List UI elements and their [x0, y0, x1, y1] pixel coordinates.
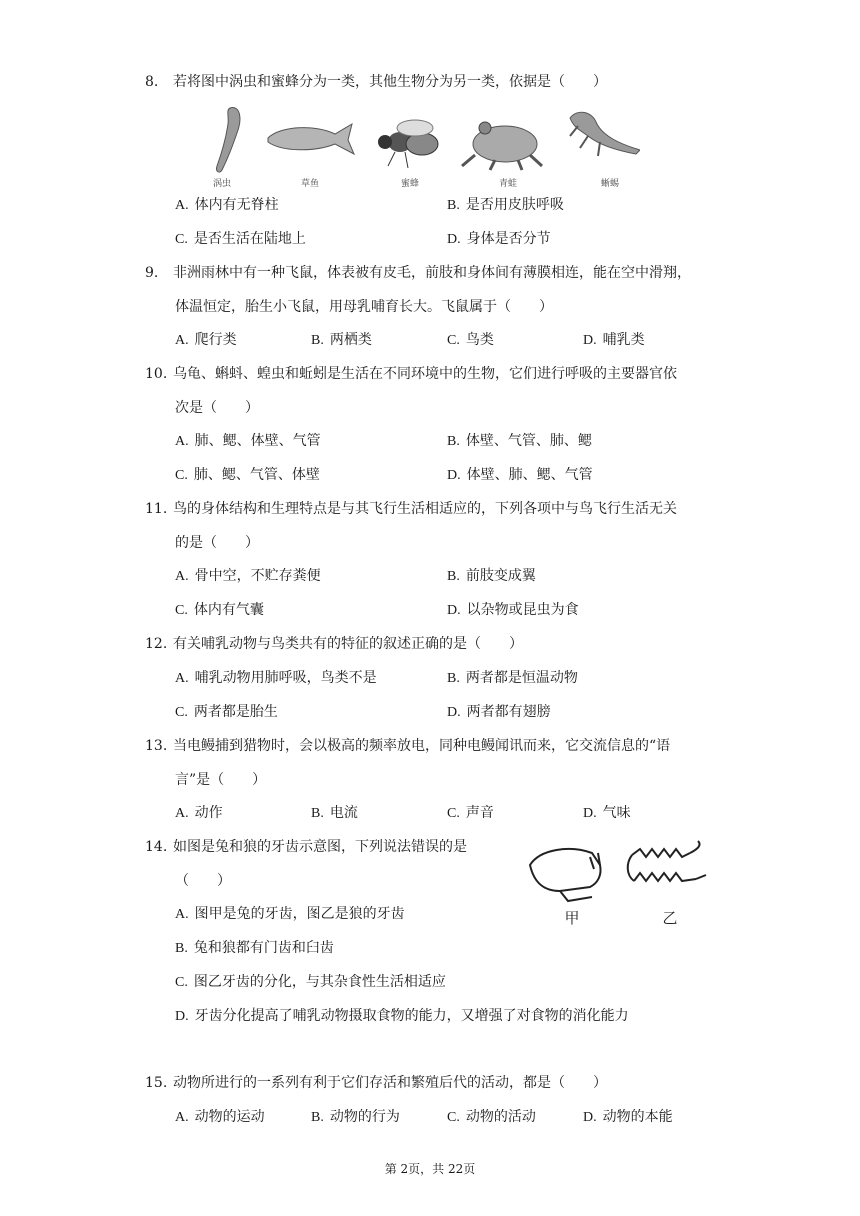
question-stem: 鸟的身体结构和生理特点是与其飞行生活相适应的，下列各项中与鸟飞行生活无关 — [173, 501, 677, 517]
options-row — [175, 188, 735, 222]
question-15 — [145, 1066, 720, 1100]
options-row — [175, 559, 735, 593]
question-12 — [145, 627, 720, 661]
option-d[interactable]: D. 身体是否分节 — [447, 231, 551, 247]
question-8 — [145, 65, 720, 99]
question-stem-cont: 次是（ ） — [175, 400, 259, 416]
question-number: 10. — [145, 366, 168, 382]
options-row — [175, 661, 735, 695]
animal-label-lizard: 蜥蜴 — [600, 179, 620, 189]
question-stem-cont: （ ） — [175, 873, 231, 889]
question-stem: 动物所进行的一系列有利于它们存活和繁殖后代的活动，都是（ ） — [173, 1075, 607, 1091]
options-row — [175, 796, 735, 830]
teeth-label-yi: 乙 — [662, 909, 678, 927]
option-a[interactable]: A. 动作 — [175, 805, 223, 821]
animal-label-frog: 青蛙 — [498, 179, 518, 189]
option-b[interactable]: B. 电流 — [311, 805, 358, 821]
options-row — [175, 695, 735, 729]
fish-drawing — [268, 124, 354, 154]
rabbit-skull-drawing — [530, 849, 601, 901]
options-row — [175, 222, 735, 256]
options-row — [175, 999, 735, 1033]
options-row — [175, 897, 735, 931]
option-d[interactable]: D. 牙齿分化提高了哺乳动物摄取食物的能力，又增强了对食物的消化能力 — [175, 1008, 629, 1024]
question-number: 11. — [145, 501, 168, 517]
question-13 — [145, 729, 720, 797]
animal-label-flatworm: 涡虫 — [212, 179, 232, 189]
teeth-label-jia: 甲 — [564, 909, 580, 927]
option-d[interactable]: D. 动物的本能 — [583, 1109, 673, 1125]
option-d[interactable]: D. 两者都有翅膀 — [447, 704, 551, 720]
options-row — [175, 424, 735, 458]
option-b[interactable]: B. 是否用皮肤呼吸 — [447, 197, 564, 213]
option-b[interactable]: B. 两栖类 — [311, 332, 372, 348]
animal-label-bee: 蜜蜂 — [400, 179, 420, 189]
question-number: 12. — [145, 636, 168, 652]
option-d[interactable]: D. 以杂物或昆虫为食 — [447, 602, 579, 618]
option-b[interactable]: B. 体壁、气管、肺、鳃 — [447, 433, 592, 449]
option-a[interactable]: A. 肺、鳃、体壁、气管 — [175, 433, 321, 449]
frog-drawing — [462, 122, 542, 170]
option-a[interactable]: A. 体内有无脊柱 — [175, 197, 279, 213]
option-a[interactable]: A. 图甲是兔的牙齿，图乙是狼的牙齿 — [175, 906, 405, 922]
options-row — [175, 323, 735, 357]
option-a[interactable]: A. 爬行类 — [175, 332, 237, 348]
option-a[interactable]: A. 哺乳动物用肺呼吸，鸟类不是 — [175, 670, 377, 686]
question-10 — [145, 357, 720, 425]
animal-label-fish: 草鱼 — [300, 179, 320, 189]
question-number: 14. — [145, 839, 168, 855]
page-footer: 第 2页，共 22页 — [384, 1162, 476, 1176]
question-stem: 非洲雨林中有一种飞鼠，体表被有皮毛，前肢和身体间有薄膜相连，能在空中滑翔， — [173, 265, 691, 281]
question-stem: 如图是兔和狼的牙齿示意图，下列说法错误的是 — [173, 839, 467, 855]
question-stem: 当电鳗捕到猎物时，会以极高的频率放电，同种电鳗闻讯而来，它交流信息的“语 — [173, 738, 671, 754]
question-stem-cont: 言”是（ ） — [175, 772, 267, 788]
option-b[interactable]: B. 前肢变成翼 — [447, 568, 536, 584]
question-number: 15. — [145, 1075, 168, 1091]
question-number: 9. — [145, 265, 159, 281]
option-a[interactable]: A. 骨中空，不贮存粪便 — [175, 568, 321, 584]
option-c[interactable]: C. 两者都是胎生 — [175, 704, 278, 720]
option-d[interactable]: D. 体壁、肺、鳃、气管 — [447, 467, 593, 483]
options-row — [175, 458, 735, 492]
options-row — [175, 1100, 735, 1134]
wolf-skull-drawing — [628, 841, 706, 881]
option-c[interactable]: C. 声音 — [447, 805, 494, 821]
options-row — [175, 593, 735, 627]
option-b[interactable]: B. 两者都是恒温动物 — [447, 670, 578, 686]
question-14 — [145, 830, 505, 898]
question-stem: 若将图中涡虫和蜜蜂分为一类，其他生物分为另一类，依据是（ ） — [173, 74, 607, 90]
option-c[interactable]: C. 体内有气囊 — [175, 602, 264, 618]
question-stem-cont: 的是（ ） — [175, 535, 259, 551]
option-b[interactable]: B. 动物的行为 — [311, 1109, 400, 1125]
options-row — [175, 965, 735, 999]
option-c[interactable]: C. 是否生活在陆地上 — [175, 231, 306, 247]
option-c[interactable]: C. 动物的活动 — [447, 1109, 536, 1125]
options-row — [175, 931, 735, 965]
option-c[interactable]: C. 鸟类 — [447, 332, 494, 348]
question-11 — [145, 492, 720, 560]
option-a[interactable]: A. 动物的运动 — [175, 1109, 265, 1125]
question-9 — [145, 256, 720, 324]
question-stem: 乌龟、蝌蚪、蝗虫和蚯蚓是生活在不同环境中的生物，它们进行呼吸的主要器官依 — [173, 366, 677, 382]
animals-figure — [200, 100, 640, 195]
question-number: 8. — [145, 74, 159, 90]
question-number: 13. — [145, 738, 168, 754]
bee-drawing — [378, 120, 438, 168]
option-c[interactable]: C. 图乙牙齿的分化，与其杂食性生活相适应 — [175, 974, 446, 990]
question-stem-cont: 体温恒定，胎生小飞鼠，用母乳哺育长大。飞鼠属于（ ） — [175, 299, 553, 315]
option-d[interactable]: D. 哺乳类 — [583, 332, 645, 348]
option-c[interactable]: C. 肺、鳃、气管、体壁 — [175, 467, 320, 483]
question-stem: 有关哺乳动物与鸟类共有的特征的叙述正确的是（ ） — [173, 636, 523, 652]
option-d[interactable]: D. 气味 — [583, 805, 631, 821]
option-b[interactable]: B. 兔和狼都有门齿和臼齿 — [175, 940, 334, 956]
flatworm-drawing — [217, 108, 240, 173]
